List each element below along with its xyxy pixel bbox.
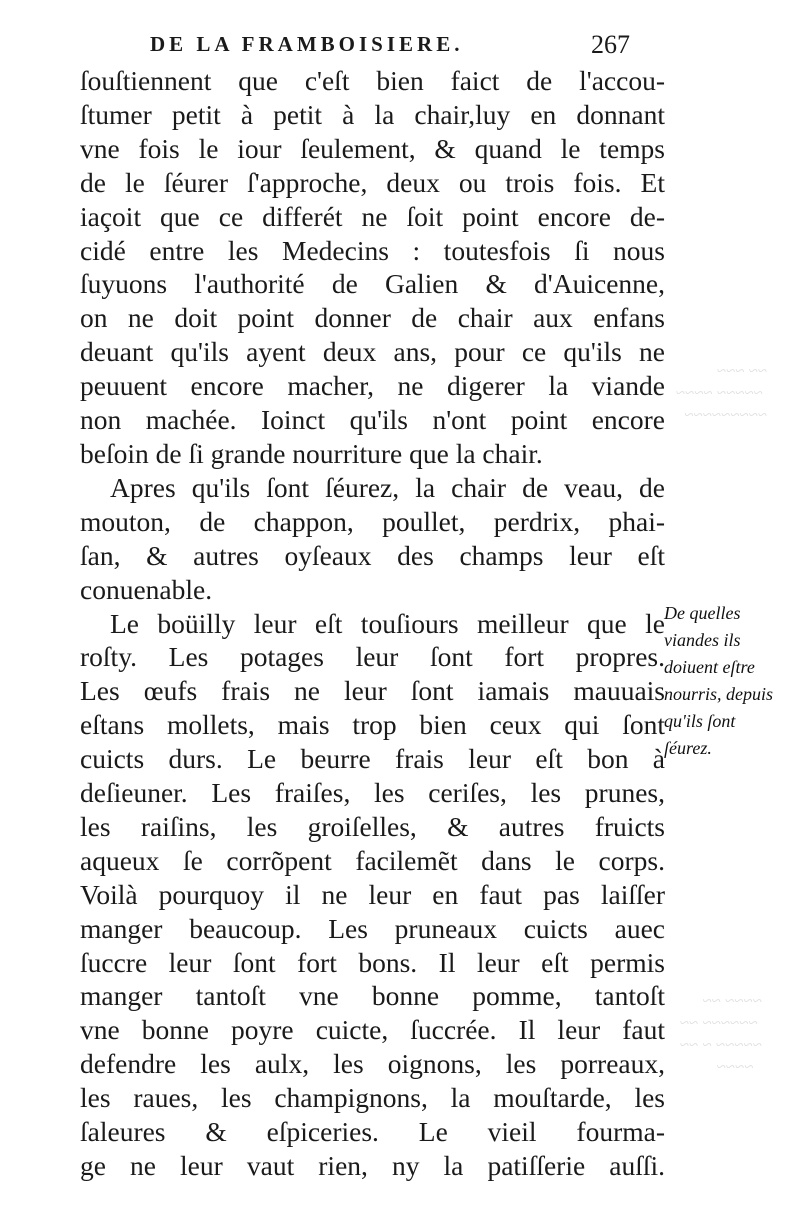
text-line: ſaleures & eſpiceries. Le vieil fourma- bbox=[80, 1116, 665, 1148]
text-line: manger beaucoup. Les pruneaux cuicts auec bbox=[80, 912, 665, 944]
text-line: aqueux ſe corrõpent facilemẽt dans le corps. bbox=[80, 844, 665, 876]
text-line: ſtumer petit à petit à la chair,luy en donnant bbox=[80, 98, 665, 130]
text-line: vne bonne poyre cuicte, ſuccrée. Il leur faut bbox=[80, 1014, 665, 1046]
text-line: ſouſtiennent que c'eſt bien faict de l'accou- bbox=[80, 65, 665, 96]
text-line: Voilà pourquoy il ne leur en faut pas laiſſer bbox=[80, 878, 665, 910]
text-line: roſty. Les potages leur ſont fort propres. bbox=[80, 641, 665, 673]
marginal-note-line: viandes ils bbox=[664, 630, 741, 650]
body-text bbox=[80, 64, 665, 1183]
text-line: eſtans mollets, mais trop bien ceux qui ſont bbox=[80, 709, 665, 741]
marginal-note-line: De quelles bbox=[664, 603, 741, 623]
text-line: peuuent encore macher, ne digerer la viande bbox=[80, 370, 665, 402]
text-line: les raiſins, les groiſelles, & autres fruicts bbox=[80, 810, 665, 842]
marginal-note-line: doiuent eſtre bbox=[664, 657, 755, 677]
text-line: non machée. Ioinct qu'ils n'ont point encore bbox=[80, 404, 665, 436]
marginal-note-line: ſéurez. bbox=[664, 738, 712, 758]
text-line: Les œufs frais ne leur ſont iamais mauuais bbox=[80, 675, 665, 707]
text-line: de le ſéurer ſ'approche, deux ou trois fois. Et bbox=[80, 166, 665, 198]
text-line: ſuccre leur ſont fort bons. Il leur eſt permis bbox=[80, 946, 665, 978]
text-line: cidé entre les Medecins : toutesfois ſi nous bbox=[80, 234, 665, 266]
text-line: deuant qu'ils ayent deux ans, pour ce qu'ils ne bbox=[80, 336, 665, 368]
show-through-lower: ~~~~ ~~ ~~~~~~ ~~ ~~~~~ ~ ~~ ~~~~ bbox=[680, 991, 763, 1076]
paragraph-start-line: Le boüilly leur eſt touſiours meilleur que le bbox=[110, 607, 665, 639]
running-head: DE LA FRAMBOISIERE. bbox=[150, 32, 464, 56]
text-line: ſuyuons l'authorité de Galien & d'Auicenne, bbox=[80, 268, 665, 300]
marginal-note bbox=[664, 600, 794, 762]
paragraph-start-line: Apres qu'ils ſont ſéurez, la chair de veau, de bbox=[110, 471, 665, 503]
text-line: iaçoit que ce differét ne ſoit point encore de- bbox=[80, 200, 665, 232]
marginal-note-line: qu'ils ſont bbox=[664, 711, 736, 731]
text-line: on ne doit point donner de chair aux enfans bbox=[80, 302, 665, 334]
text-line: ge ne leur vaut rien, ny la patiſſerie auſſi. bbox=[80, 1150, 665, 1181]
text-line: mouton, de chappon, poullet, perdrix, phai- bbox=[80, 505, 665, 537]
page-header bbox=[150, 30, 650, 64]
text-line: vne fois le iour ſeulement, & quand le temps bbox=[80, 132, 665, 164]
text-line: cuicts durs. Le beurre frais leur eſt bon à bbox=[80, 743, 665, 775]
text-line: les raues, les champignons, la mouſtarde, les bbox=[80, 1082, 665, 1114]
page-number: 267 bbox=[591, 30, 630, 59]
text-line: beſoin de ſi grande nourriture que la chair. bbox=[80, 437, 543, 469]
text-line: conuenable. bbox=[80, 573, 213, 605]
text-line: manger tantoſt vne bonne pomme, tantoſt bbox=[80, 980, 665, 1012]
show-through-upper: ~~ ~~~ ~~~~~ ~~~~ ~~~~~~~~~ bbox=[676, 361, 768, 424]
text-line: ſan, & autres oyſeaux des champs leur eſt bbox=[80, 539, 665, 571]
text-line: deſieuner. Les fraiſes, les ceriſes, les prunes, bbox=[80, 777, 665, 809]
text-line: defendre les aulx, les oignons, les porreaux, bbox=[80, 1048, 665, 1080]
marginal-note-line: nourris, depuis bbox=[664, 684, 774, 704]
